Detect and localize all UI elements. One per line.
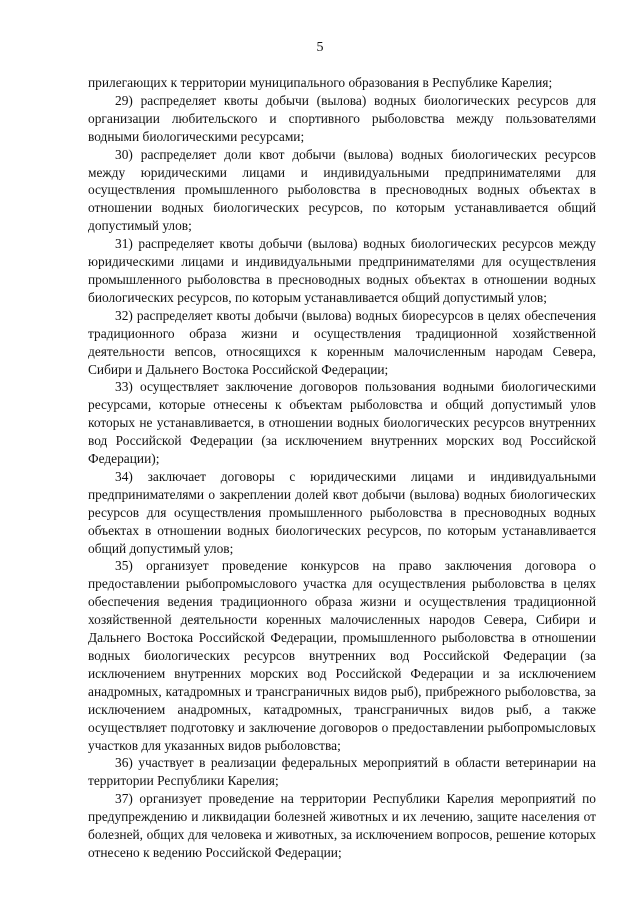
page-number: 5 xyxy=(316,40,324,55)
paragraph-item-32: 32) распределяет квоты добычи (вылова) водных биоресурсов в целях обеспечения традиционного образа жизни и осуществления традиционной хозяйственной деятельности вепсов, относящихся к коренным малочисленным народам Севера, Сибири и Дальнего Востока Российской Федерации; xyxy=(88,307,596,377)
paragraph-continuation: прилегающих к территории муниципального образования в Республике Карелия; xyxy=(88,75,553,90)
paragraph-item-30: 30) распределяет доли квот добычи (вылова) водных биологических ресурсов между юридическими лицами и индивидуальными предпринимателями для осуществления промышленного рыболовства в пресноводных водных объектах в отношении водных биологических ресурсов, по которым устанавливается общий допустимый улов; xyxy=(88,146,596,234)
body-text xyxy=(88,74,596,862)
paragraph-item-37: 37) организует проведение на территории Республики Карелия мероприятий по предупреждению и ликвидации болезней животных и их лечению, защите населения от болезней, общих для человека и животных, за исключением вопросов, решение которых отнесено к ведению Российской Федерации; xyxy=(88,791,596,860)
paragraph-item-31: 31) распределяет квоты добычи (вылова) водных биологических ресурсов между юридическими лицами и индивидуальными предпринимателями для осуществления промышленного рыболовства в пресноводных водных объектах в отношении водных биологических ресурсов, по которым устанавливается общий допустимый улов; xyxy=(88,236,596,305)
paragraph-item-36: 36) участвует в реализации федеральных мероприятий в области ветеринарии на территории Республики Карелия; xyxy=(88,755,596,789)
paragraph-item-34: 34) заключает договоры с юридическими лицами и индивидуальными предпринимателями о закреплении долей квот добычи (вылова) водных биологических ресурсов для осуществления промышленного рыболовства в пресноводных водных объектах в отношении водных биологических ресурсов, по которым устанавливается общий допустимый улов; xyxy=(88,468,596,556)
paragraph-item-29: 29) распределяет квоты добычи (вылова) водных биологических ресурсов для организации любительского и спортивного рыболовства между пользователями водными биологическими ресурсами; xyxy=(88,92,596,144)
paragraph-item-35: 35) организует проведение конкурсов на право заключения договора о предоставлении рыбопромыслового участка для осуществления рыболовства в целях обеспечения ведения традиционного образа жизни и осуществления традиционной хозяйственной деятельности коренных малочисленных народов Севера, Сибири и Дальнего Востока Российской Федерации, промышленного рыболовства в отношении водных биологических ресурсов внутренних вод Российской Федерации (за исключением внутренних морских вод Российской Федерации и за исключением анадромных, катадромных и трансграничных видов рыб), прибрежного рыболовства, за исключением анадромных, катадромных, трансграничных видов рыб, а также осуществляет подготовку и заключение договоров о предоставлении рыбопромысловых участков для указанных видов рыболовства; xyxy=(88,558,596,753)
paragraph-item-33: 33) осуществляет заключение договоров пользования водными биологическими ресурсами, которые отнесены к объектам рыболовства и общий допустимый улов которых не устанавливается, в отношении водных биологических ресурсов внутренних вод Российской Федерации (за исключением внутренних морских вод Российской Федерации); xyxy=(88,379,596,467)
